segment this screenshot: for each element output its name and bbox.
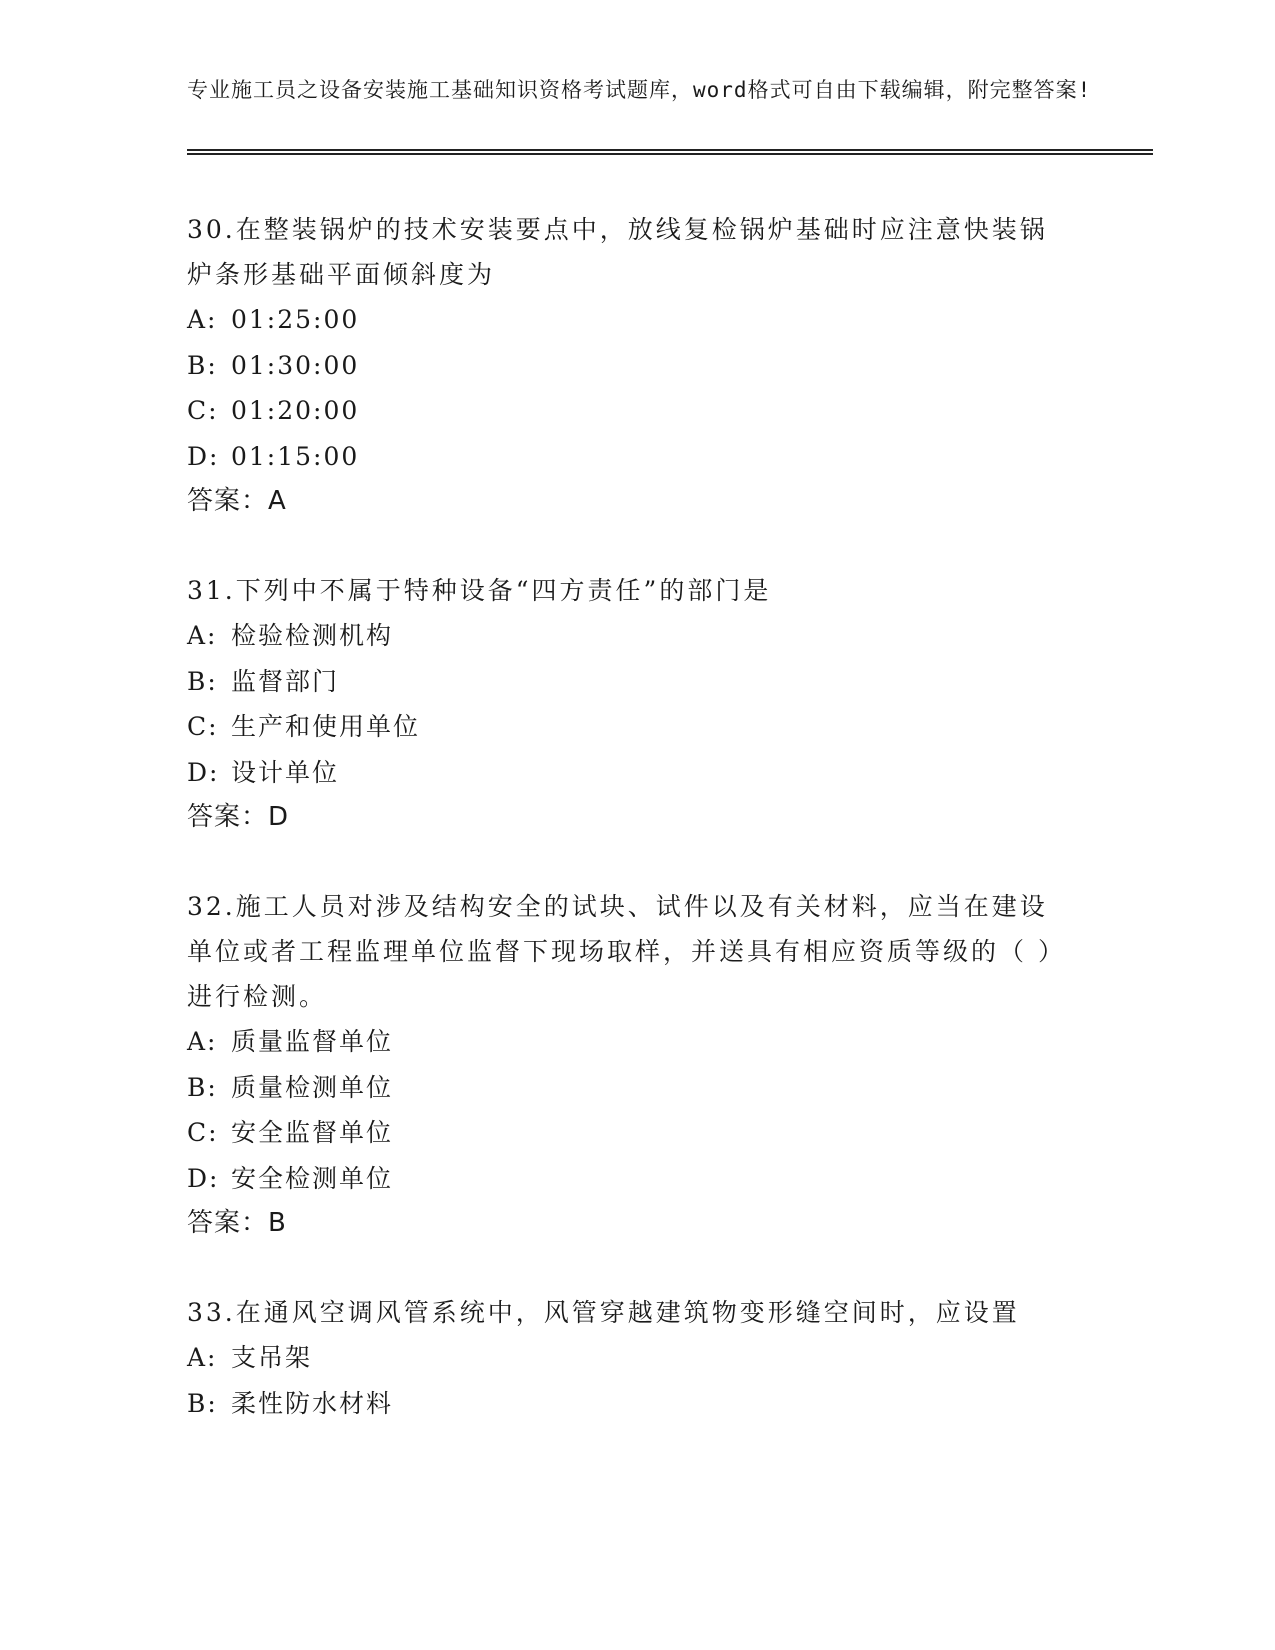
- question-30: [187, 207, 1153, 524]
- question-stem: 32.施工人员对涉及结构安全的试块、试件以及有关材料，应当在建设单位或者工程监理单位监督下现场取样，并送具有相应资质等级的（ ）进行检测。: [187, 892, 1066, 1011]
- option-text: 检验检测机构: [231, 621, 394, 650]
- option-c: [187, 704, 1153, 750]
- option-b: [187, 659, 1153, 705]
- option-key: A:: [187, 621, 218, 650]
- option-key: A:: [187, 305, 218, 334]
- option-key: B:: [187, 1072, 218, 1102]
- option-text: 01:15:00: [231, 441, 360, 471]
- option-text: 01:30:00: [231, 350, 360, 380]
- option-d: [187, 434, 1153, 480]
- option-key: D:: [187, 441, 220, 471]
- option-text: 01:25:00: [231, 305, 360, 334]
- question-33: [187, 1290, 1153, 1426]
- option-text: 安全检测单位: [231, 1163, 394, 1193]
- option-key: C:: [187, 1118, 219, 1147]
- question-stem: 33.在通风空调风管系统中，风管穿越建筑物变形缝空间时，应设置: [187, 1298, 1020, 1327]
- option-d: [187, 750, 1153, 796]
- option-d: [187, 1156, 1153, 1202]
- question-list: [187, 207, 1153, 1426]
- answer-line: 答案：A: [187, 486, 287, 516]
- option-text: 安全监督单位: [231, 1118, 394, 1147]
- option-key: D:: [187, 757, 220, 787]
- question-32: [187, 884, 1153, 1246]
- option-c: [187, 1110, 1153, 1156]
- question-stem: 31.下列中不属于特种设备“四方责任”的部门是: [187, 576, 772, 605]
- option-key: C:: [187, 396, 219, 425]
- option-text: 设计单位: [231, 757, 340, 787]
- question-31: [187, 568, 1153, 840]
- option-key: D:: [187, 1163, 220, 1193]
- option-text: 生产和使用单位: [231, 712, 421, 741]
- option-b: [187, 1381, 1153, 1427]
- option-key: B:: [187, 350, 218, 380]
- option-key: B:: [187, 1388, 218, 1418]
- option-key: A:: [187, 1343, 218, 1372]
- option-text: 柔性防水材料: [231, 1388, 394, 1418]
- option-a: [187, 297, 1153, 343]
- option-b: [187, 343, 1153, 389]
- option-a: [187, 1335, 1153, 1381]
- answer-line: 答案：B: [187, 1208, 287, 1238]
- document-page: [187, 74, 1153, 1470]
- header-divider: [187, 149, 1153, 155]
- option-key: B:: [187, 666, 218, 696]
- option-a: [187, 1019, 1153, 1065]
- option-text: 质量检测单位: [231, 1072, 394, 1102]
- option-text: 监督部门: [231, 666, 340, 696]
- option-key: A:: [187, 1027, 218, 1056]
- option-key: C:: [187, 712, 219, 741]
- question-stem: 30.在整装锅炉的技术安装要点中，放线复检锅炉基础时应注意快装锅炉条形基础平面倾斜度为: [187, 215, 1048, 289]
- option-text: 支吊架: [231, 1343, 313, 1372]
- option-text: 质量监督单位: [231, 1027, 394, 1056]
- option-text: 01:20:00: [231, 396, 360, 425]
- document-header: 专业施工员之设备安装施工基础知识资格考试题库，word格式可自由下载编辑，附完整答案!: [187, 78, 1092, 102]
- answer-line: 答案：D: [187, 802, 290, 832]
- option-a: [187, 613, 1153, 659]
- option-c: [187, 388, 1153, 434]
- option-b: [187, 1065, 1153, 1111]
